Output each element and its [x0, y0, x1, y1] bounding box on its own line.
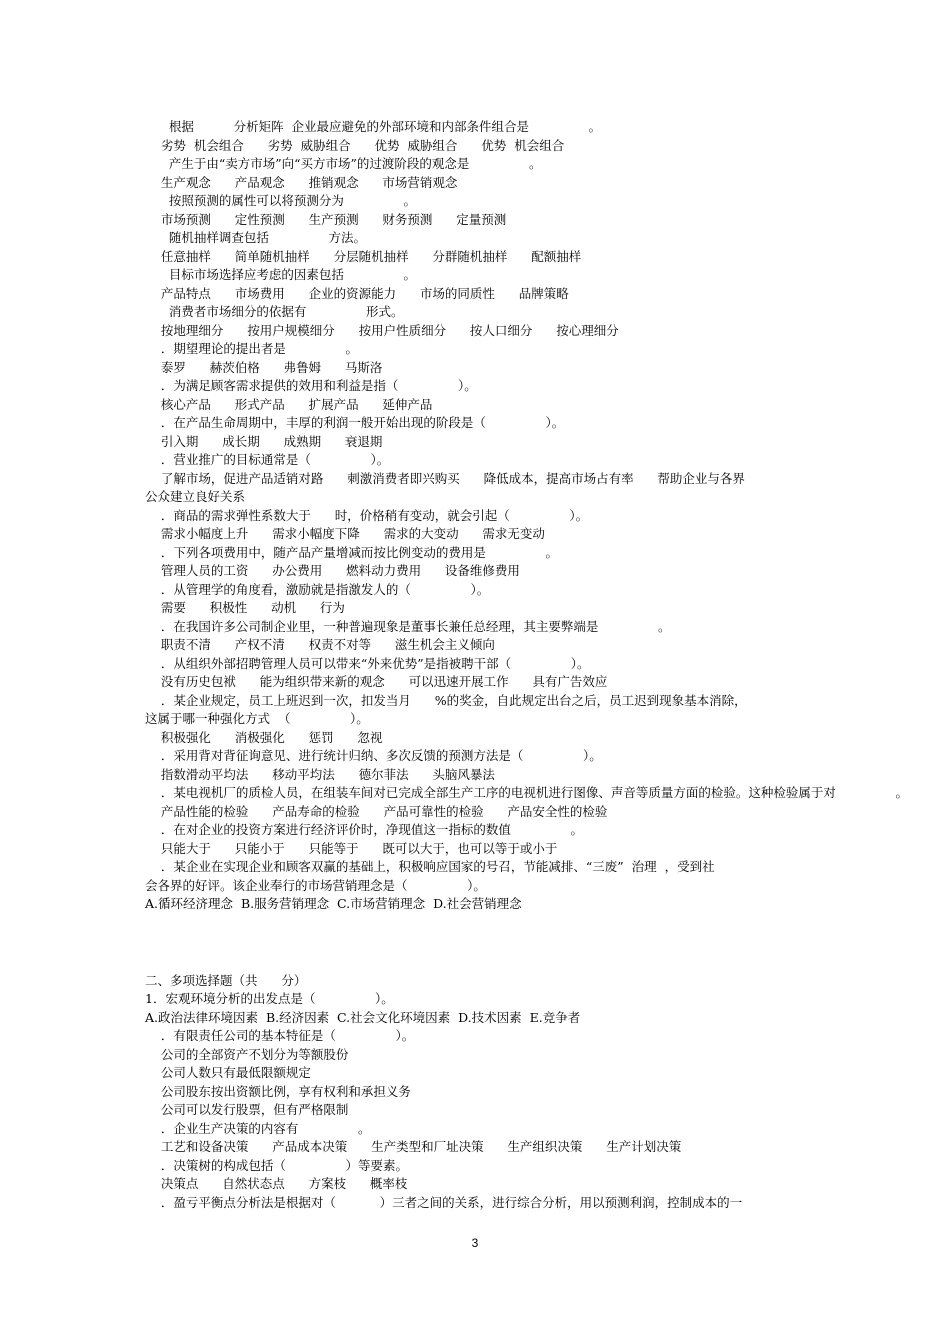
text-line: ．从组织外部招聘管理人员可以带来“外来优势”是指被聘干部（ ）。	[145, 656, 590, 671]
text-line: 这属于哪一种强化方式 （ ）。	[145, 711, 369, 726]
text-line: ．在我国许多公司制企业里，一种普遍现象是董事长兼任总经理，其主要弊端是 。	[145, 619, 671, 634]
text-line: A.循环经济理念 B.服务营销理念 C.市场营销理念 D.社会营销理念	[145, 896, 522, 911]
text-line: 产品特点 市场费用 企业的资源能力 市场的同质性 品牌策略	[145, 286, 569, 301]
text-line: 消费者市场细分的依据有 形式。	[145, 304, 404, 319]
text-line: 根据 分析矩阵 企业最应避免的外部环境和内部条件组合是 。	[145, 119, 602, 134]
text-line: 按地理细分 按用户规模细分 按用户性质细分 按人口细分 按心理细分	[145, 323, 619, 338]
text-line: 核心产品 形式产品 扩展产品 延伸产品	[145, 397, 433, 412]
text-line: ．商品的需求弹性系数大于 时，价格稍有变动，就会引起（ ）。	[145, 508, 589, 523]
text-line: 按照预测的属性可以将预测分为 。	[145, 193, 416, 208]
text-line: ．某企业规定，员工上班迟到一次，扣发当月 %的奖金，自此规定出台之后，员工迟到现象基本消除，	[145, 693, 747, 708]
text-line: 产生于由“卖方市场”向“买方市场”的过渡阶段的观念是 。	[145, 156, 542, 171]
text-line: 需求小幅度上升 需求小幅度下降 需求的大变动 需求无变动	[145, 526, 545, 541]
text-line: 管理人员的工资 办公费用 燃料动力费用 设备维修费用	[145, 563, 520, 578]
text-line: 引入期 成长期 成熟期 衰退期	[145, 434, 383, 449]
text-line: 劣势 机会组合 劣势 威胁组合 优势 威胁组合 优势 机会组合	[145, 138, 565, 153]
text-line: 公司的全部资产不划分为等额股份	[145, 1047, 349, 1062]
text-line: ．在产品生命周期中，丰厚的利润一般开始出现的阶段是（ ）。	[145, 415, 565, 430]
text-line: 二、多项选择题（共 分）	[145, 973, 307, 988]
text-line: 积极强化 消极强化 惩罚 忽视	[145, 730, 383, 745]
text-line: A.政治法律环境因素 B.经济因素 C.社会文化环境因素 D.技术因素 E.竞争者	[145, 1010, 581, 1025]
text-line: ．决策树的构成包括（ ）等要素。	[145, 1158, 408, 1173]
text-line: ．某电视机厂的质检人员，在组装车间对已完成全部生产工序的电视机进行图像、声音等质量方面的检验。这种检验属于对 。	[145, 785, 908, 800]
text-line: 随机抽样调查包括 方法。	[145, 230, 366, 245]
text-line: 公司可以发行股票，但有严格限制	[145, 1102, 349, 1117]
text-line: 产品性能的检验 产品寿命的检验 产品可靠性的检验 产品安全性的检验	[145, 804, 608, 819]
text-line: ．某企业在实现企业和顾客双赢的基础上，积极响应国家的号召，节能减排、“三废” 治理 ，受到社	[145, 859, 715, 874]
text-line: 生产观念 产品观念 推销观念 市场营销观念	[145, 175, 458, 190]
page-number: 3	[471, 1236, 479, 1250]
text-line: 任意抽样 简单随机抽样 分层随机抽样 分群随机抽样 配额抽样	[145, 249, 582, 264]
text-line: 目标市场选择应考虑的因素包括 。	[145, 267, 416, 282]
text-line: 只能大于 只能小于 只能等于 既可以大于，也可以等于或小于	[145, 841, 558, 856]
text-line: ．采用背对背征询意见、进行统计归纳、多次反馈的预测方法是（ ）。	[145, 748, 602, 763]
text-line: ．下列各项费用中，随产品产量增减而按比例变动的费用是 。	[145, 545, 558, 560]
text-line: 公众建立良好关系	[145, 489, 246, 504]
text-line: ．从管理学的角度看，激励就是指激发人的（ ）。	[145, 582, 490, 597]
text-line: 公司人数只有最低限额规定	[145, 1065, 311, 1080]
text-line: 工艺和设备决策 产品成本决策 生产类型和厂址决策 生产组织决策 生产计划决策	[145, 1139, 682, 1154]
text-line: 职责不清 产权不清 权责不对等 滋生机会主义倾向	[145, 637, 495, 652]
text-line: ．期望理论的提出者是 。	[145, 341, 358, 356]
text-line: ．营业推广的目标通常是（ ）。	[145, 452, 390, 467]
text-line: 公司股东按出资额比例，享有权利和承担义务	[145, 1084, 411, 1099]
text-line: 需要 积极性 动机 行为	[145, 600, 345, 615]
text-line: ．为满足顾客需求提供的效用和利益是指（ ）。	[145, 378, 477, 393]
text-line: ．企业生产决策的内容有 。	[145, 1121, 371, 1136]
text-line: ．有限责任公司的基本特征是（ ）。	[145, 1028, 415, 1043]
text-line: ．在对企业的投资方案进行经济评价时，净现值这一指标的数值 。	[145, 822, 583, 837]
text-line: ．盈亏平衡点分析法是根据对（ ）三者之间的关系，进行综合分析，用以预测利润，控制成本的一	[145, 1195, 743, 1210]
text-line: 指数滑动平均法 移动平均法 德尔菲法 头脑风暴法	[145, 767, 495, 782]
text-line: 泰罗 赫茨伯格 弗鲁姆 马斯洛	[145, 360, 383, 375]
text-line: 1．宏观环境分析的出发点是（ ）。	[145, 991, 394, 1006]
text-line: 决策点 自然状态点 方案枝 概率枝	[145, 1176, 408, 1191]
text-line: 市场预测 定性预测 生产预测 财务预测 定量预测	[145, 212, 507, 227]
text-line: 没有历史包袱 能为组织带来新的观念 可以迅速开展工作 具有广告效应	[145, 674, 608, 689]
text-line: 了解市场，促进产品适销对路 刺激消费者即兴购买 降低成本，提高市场占有率 帮助企业与各界	[145, 471, 745, 486]
text-line: 会各界的好评。该企业奉行的市场营销理念是（ ）。	[145, 878, 486, 893]
